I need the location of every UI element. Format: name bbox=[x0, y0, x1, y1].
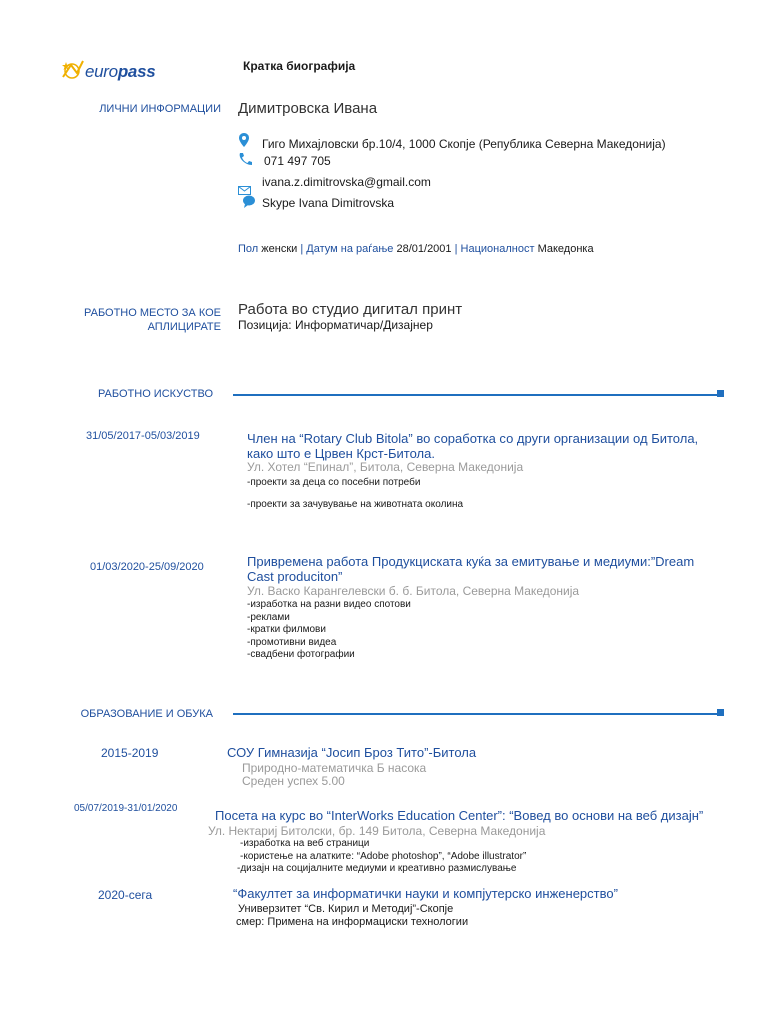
document-title: Кратка биографија bbox=[243, 59, 356, 73]
section-divider-marker bbox=[717, 709, 724, 716]
education-3-line2: смер: Примена на информациски технологии bbox=[236, 916, 469, 928]
experience-1-bullet: -проекти за деца со посебни потреби bbox=[247, 477, 421, 488]
education-3-dates: 2020-сега bbox=[98, 888, 153, 902]
education-2-bullets bbox=[237, 838, 527, 876]
personal-details-row bbox=[238, 243, 594, 255]
education-2-location: Ул. Нектариј Битолски, бр. 149 Битола, Северна Македонија bbox=[208, 824, 546, 838]
chat-bubble-icon bbox=[242, 195, 256, 208]
personal-info-label: ЛИЧНИ ИНФОРМАЦИИ bbox=[99, 103, 221, 115]
job-applied-label-line2: АПЛИЦИРАТЕ bbox=[147, 321, 221, 333]
europass-stars-icon bbox=[57, 57, 87, 85]
location-pin-icon bbox=[239, 133, 249, 147]
experience-2-dates: 01/03/2020-25/09/2020 bbox=[90, 561, 204, 573]
experience-2-bullet: -промотивни видеа bbox=[247, 636, 337, 648]
nationality-value: Македонка bbox=[537, 243, 594, 255]
education-2-bullet: -дизајн на социјалните медиуми и креативно размислување bbox=[237, 863, 517, 874]
experience-2-bullets bbox=[247, 599, 411, 662]
experience-2-bullet: -реклами bbox=[247, 611, 290, 623]
experience-2-title-line1: Привремена работа Продукциската куќа за емитување и медиуми:”Dream bbox=[247, 554, 695, 569]
experience-1-title bbox=[247, 431, 698, 461]
job-applied-position: Позиција: Информатичар/Дизајнер bbox=[238, 318, 433, 332]
phone-number: 071 497 705 bbox=[264, 154, 331, 168]
experience-2-location: Ул. Васко Карангелевски б. б. Битола, Северна Македонија bbox=[247, 584, 580, 598]
education-3-line1: Универзитет “Св. Кирил и Методиј”-Скопје bbox=[238, 903, 454, 915]
section-divider bbox=[233, 394, 721, 396]
work-experience-label: РАБОТНО ИСКУСТВО bbox=[97, 388, 213, 400]
education-2-bullet: -користење на алатките: “Adobe photoshop”, “Adobe illustrator” bbox=[240, 850, 527, 862]
education-1-dates: 2015-2019 bbox=[101, 746, 159, 760]
job-applied-label-line1: РАБОТНО МЕСТО ЗА КОЕ bbox=[84, 307, 221, 319]
europass-logo bbox=[55, 55, 165, 87]
experience-1-dates: 31/05/2017-05/03/2019 bbox=[86, 430, 200, 442]
logo-text-euro: euro bbox=[85, 62, 118, 81]
experience-2-bullet: -свадбени фотографии bbox=[247, 649, 355, 660]
education-1-line2: Среден успех 5.00 bbox=[242, 774, 345, 788]
dob-value: 28/01/2001 bbox=[396, 243, 452, 255]
experience-2-title-line2: Cast produciton” bbox=[247, 569, 343, 584]
education-1-line1: Природно-математичка Б насока bbox=[242, 761, 427, 775]
phone-icon bbox=[238, 153, 252, 165]
education-2-dates: 05/07/2019-31/01/2020 bbox=[74, 803, 178, 814]
sex-value: женски bbox=[261, 243, 298, 255]
logo-text-pass: pass bbox=[117, 62, 156, 81]
email-address[interactable]: ivana.z.dimitrovska@gmail.com bbox=[262, 175, 431, 189]
experience-2-title bbox=[247, 554, 694, 584]
experience-1-title-line1: Член на “Rotary Club Bitola” во соработка со други организации од Битола, bbox=[247, 431, 699, 446]
email-icon bbox=[238, 186, 251, 195]
education-3-title: “Факултет за информатички науки и компјутерско инженерство” bbox=[233, 886, 618, 901]
section-divider-marker bbox=[717, 390, 724, 397]
address: Гиго Михајловски бр.10/4, 1000 Скопје (Република Северна Македонија) bbox=[262, 137, 666, 151]
experience-2-bullet: -изработка на разни видео спотови bbox=[247, 599, 411, 610]
experience-1-title-line2: како што е Црвен Крст-Битола. bbox=[247, 446, 435, 461]
section-divider bbox=[233, 713, 721, 715]
skype-handle: Skype Ivana Dimitrovska bbox=[262, 196, 395, 210]
experience-1-bullet: -проекти за зачувување на животната околина bbox=[247, 499, 464, 510]
education-2-title: Посета на курс во “InterWorks Education Center”: “Вовед во основи на веб дизајн” bbox=[215, 808, 704, 823]
education-2-bullet: -изработка на веб страници bbox=[240, 838, 370, 849]
job-applied-label bbox=[84, 306, 221, 334]
experience-2-bullet: -кратки филмови bbox=[247, 624, 326, 635]
sex-label: Пол bbox=[238, 243, 259, 255]
dob-label: | Датум на раѓање bbox=[300, 243, 394, 255]
nationality-label: | Националност bbox=[454, 243, 535, 255]
full-name: Димитровска Ивана bbox=[238, 100, 378, 117]
experience-1-location: Ул. Хотел “Епинал”, Битола, Северна Македонија bbox=[247, 460, 524, 474]
education-label: ОБРАЗОВАНИЕ И ОБУКА bbox=[80, 708, 213, 720]
education-1-title: СОУ Гимназија “Јосип Броз Тито”-Битола bbox=[227, 745, 477, 760]
job-applied-title: Работа во студио дигитал принт bbox=[238, 301, 463, 318]
